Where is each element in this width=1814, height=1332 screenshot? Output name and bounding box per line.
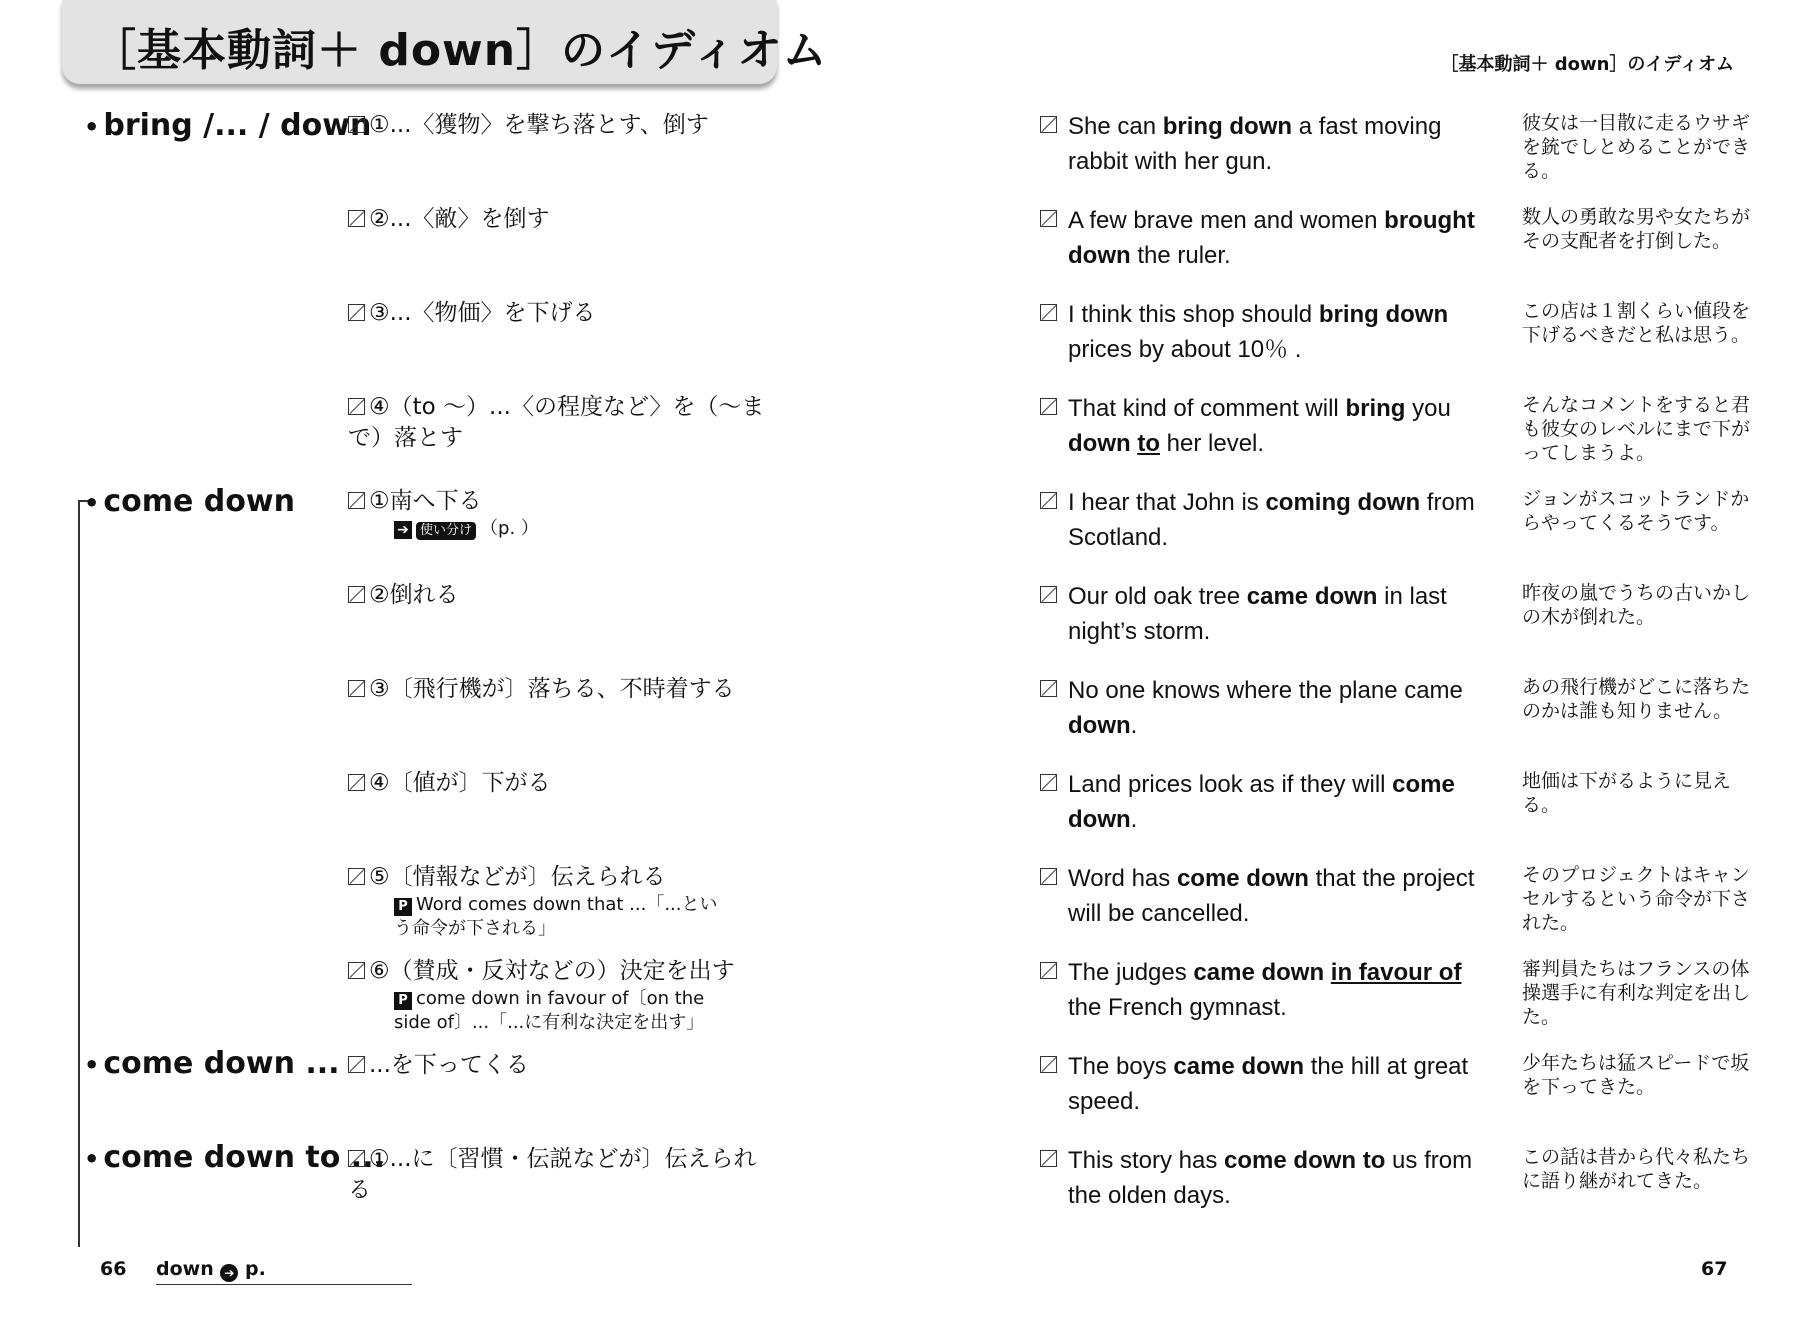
checkbox-icon[interactable] — [348, 962, 365, 979]
checkbox-icon[interactable] — [1040, 1150, 1057, 1167]
example-translation: 彼女は一目散に走るウサギを銃でしとめることができる。 — [1522, 112, 1751, 182]
checkbox-icon[interactable] — [348, 586, 365, 603]
idiom-heading: • come down ... — [84, 1046, 340, 1081]
page-number-right: 67 — [1701, 1258, 1728, 1280]
phrase-note — [394, 893, 734, 942]
example-translation: 昨夜の嵐でうちの古いかしの木が倒れた。 — [1522, 582, 1751, 628]
definition-text: ...を下ってくる — [369, 1052, 529, 1078]
idiom-heading: • come down — [84, 484, 295, 519]
definition — [348, 956, 768, 1036]
example-translation: ジョンがスコットランドからやってくるそうです。 — [1522, 488, 1750, 534]
checkbox-icon[interactable] — [348, 868, 365, 885]
definition — [348, 110, 768, 141]
idiom-heading: • bring /... / down — [84, 108, 372, 143]
note-text: come down in favour of〔on the side of〕...「...に有利な決定を出す」 — [394, 988, 705, 1034]
example-sentence: The judges came down in favour of the French gymnast. — [1040, 956, 1500, 1026]
example-translation: 少年たちは猛スピードで坂を下ってきた。 — [1522, 1052, 1750, 1098]
example-sentence: Our old oak tree came down in last night’s storm. — [1040, 580, 1500, 650]
example-sentence: That kind of comment will bring you down to her level. — [1040, 392, 1500, 462]
definition — [348, 580, 768, 611]
definition-text: ④〔値が〕下がる — [369, 770, 551, 796]
checkbox-icon[interactable] — [1040, 868, 1057, 885]
definition — [348, 1144, 768, 1206]
example-translation: 地価は下がるように見える。 — [1522, 770, 1732, 816]
idiom-text: come down — [103, 484, 295, 519]
checkbox-icon[interactable] — [348, 210, 365, 227]
checkbox-icon[interactable] — [348, 774, 365, 791]
phrase-icon: P — [394, 898, 412, 916]
definition — [348, 862, 768, 942]
example-translation: あの飛行機がどこに落ちたのかは誰も知りません。 — [1522, 676, 1751, 722]
example-sentence: A few brave men and women brought down the ruler. — [1040, 204, 1500, 274]
definition-text: ①...〈獲物〉を撃ち落とす、倒す — [369, 112, 709, 138]
checkbox-icon[interactable] — [348, 492, 365, 509]
checkbox-icon[interactable] — [1040, 492, 1057, 509]
checkbox-icon[interactable] — [1040, 586, 1057, 603]
cross-ref-page: p. — [244, 1258, 266, 1280]
checkbox-icon[interactable] — [1040, 304, 1057, 321]
page-number-left: 66 — [100, 1258, 127, 1280]
definition — [348, 768, 768, 799]
definition — [348, 486, 768, 541]
checkbox-icon[interactable] — [348, 398, 365, 415]
idiom-text: come down ... — [103, 1046, 340, 1081]
example-sentence: Land prices look as if they will come down. — [1040, 768, 1500, 838]
note-text: Word comes down that ...「...という命令が下される」 — [394, 894, 718, 940]
running-head: ［基本動詞＋ down］のイディオム — [1440, 54, 1734, 75]
example-translation: この話は昔から代々私たちに語り継がれてきた。 — [1522, 1146, 1751, 1192]
arrow-circle-icon: ➔ — [220, 1264, 238, 1282]
example-sentence: I hear that John is coming down from Scotland. — [1040, 486, 1500, 556]
checkbox-icon[interactable] — [1040, 1056, 1057, 1073]
checkbox-icon[interactable] — [1040, 680, 1057, 697]
definition — [348, 204, 768, 235]
checkbox-icon[interactable] — [1040, 116, 1057, 133]
page-title: ［基本動詞＋ down］のイディオム — [92, 25, 828, 76]
definition — [348, 298, 768, 329]
checkbox-icon[interactable] — [348, 304, 365, 321]
example-sentence: No one knows where the plane came down. — [1040, 674, 1500, 744]
example-translation: そんなコメントをすると君も彼女のレベルにまで下がってしまうよ。 — [1522, 394, 1751, 464]
checkbox-icon[interactable] — [348, 1150, 365, 1167]
group-bracket — [78, 500, 88, 1247]
definition — [348, 1050, 768, 1081]
example-translation: この店は１割くらい値段を下げるべきだと私は思う。 — [1522, 300, 1751, 346]
example-sentence: She can bring down a fast moving rabbit with her gun. — [1040, 110, 1500, 180]
cross-reference[interactable] — [156, 1258, 412, 1285]
checkbox-icon[interactable] — [1040, 398, 1057, 415]
usage-reference — [394, 517, 734, 541]
cross-ref-word: down — [156, 1258, 214, 1280]
definition-text: ②...〈敵〉を倒す — [369, 206, 550, 232]
example-sentence: This story has come down to us from the olden days. — [1040, 1144, 1500, 1214]
example-translation: 審判員たちはフランスの体操選手に有利な判定を出した。 — [1522, 958, 1751, 1028]
idiom-text: come down to ... — [103, 1140, 385, 1175]
definition-text: ③...〈物価〉を下げる — [369, 300, 596, 326]
page-ref: （p. ） — [480, 518, 539, 540]
definition — [348, 674, 768, 705]
definition-text: ⑥（賛成・反対などの）決定を出す — [369, 958, 735, 984]
checkbox-icon[interactable] — [348, 680, 365, 697]
definition-text: ⑤〔情報などが〕伝えられる — [369, 864, 666, 890]
definition-text: ②倒れる — [369, 582, 459, 608]
definition-text: ①...に〔習慣・伝説などが〕伝えられる — [348, 1146, 757, 1204]
arrow-icon: ➔ — [394, 521, 412, 539]
title-tab — [62, 0, 828, 84]
usage-badge: 使い分け — [416, 522, 476, 540]
idiom-heading: • come down to ... — [84, 1140, 385, 1175]
example-sentence: I think this shop should bring down prices by about 10％ . — [1040, 298, 1500, 368]
example-translation: そのプロジェクトはキャンセルするという命令が下された。 — [1522, 864, 1751, 934]
checkbox-icon[interactable] — [348, 116, 365, 133]
checkbox-icon[interactable] — [1040, 774, 1057, 791]
checkbox-icon[interactable] — [1040, 962, 1057, 979]
example-translation: 数人の勇敢な男や女たちがその支配者を打倒した。 — [1522, 206, 1751, 252]
definition-text: ①南へ下る — [369, 488, 482, 514]
definition-text: ④（to ～）...〈の程度など〉を（～まで）落とす — [348, 394, 765, 452]
definition-text: ③〔飛行機が〕落ちる、不時着する — [369, 676, 735, 702]
idiom-text: bring /... / down — [103, 108, 372, 143]
checkbox-icon[interactable] — [1040, 210, 1057, 227]
phrase-icon: P — [394, 992, 412, 1010]
definition — [348, 392, 768, 454]
checkbox-icon[interactable] — [348, 1056, 365, 1073]
phrase-note — [394, 987, 734, 1036]
example-sentence: Word has come down that the project will be cancelled. — [1040, 862, 1500, 932]
example-sentence: The boys came down the hill at great speed. — [1040, 1050, 1500, 1120]
